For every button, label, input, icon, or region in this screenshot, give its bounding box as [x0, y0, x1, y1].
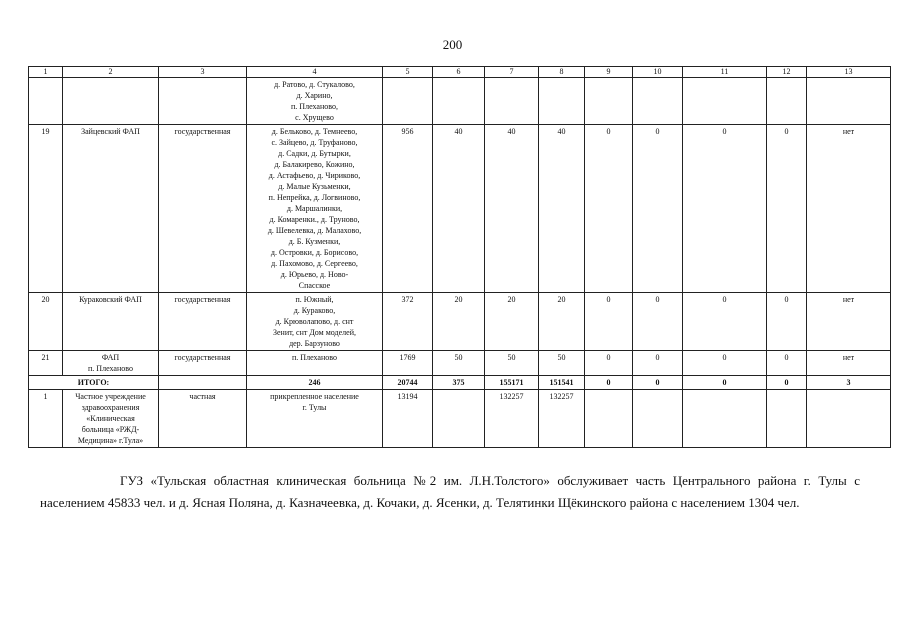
table-cell: 0 [767, 376, 807, 390]
table-cell: 40 [433, 125, 485, 293]
table-cell: 40 [485, 125, 539, 293]
table-cell: 50 [485, 351, 539, 376]
header-cell: 11 [683, 67, 767, 78]
header-cell: 4 [247, 67, 383, 78]
table-cell: 151541 [539, 376, 585, 390]
table-row [29, 293, 891, 351]
header-cell: 5 [383, 67, 433, 78]
header-cell: 2 [63, 67, 159, 78]
table-cell: 0 [585, 293, 633, 351]
header-cell: 10 [633, 67, 683, 78]
table-cell: ИТОГО: [29, 376, 159, 390]
header-cell: 8 [539, 67, 585, 78]
table-cell: 50 [539, 351, 585, 376]
table-cell: 50 [433, 351, 485, 376]
table-cell: д. Ратово, д. Стукалово, д. Харино, п. Плеханово, с. Хрущево [247, 78, 383, 125]
table-cell [633, 390, 683, 448]
table-row [29, 78, 891, 125]
table-cell [585, 78, 633, 125]
table-cell: Частное учреждение здравоохранения «Клиническая больница «РЖД- Медицина» г.Тула» [63, 390, 159, 448]
table-cell [683, 78, 767, 125]
table-cell: государственная [159, 351, 247, 376]
header-cell: 7 [485, 67, 539, 78]
table-cell: 13194 [383, 390, 433, 448]
table-cell: д. Бельково, д. Темнеево, с. Зайцево, д. Труфаново, д. Садки, д. Бутырки, д. Балакирево, Кожино, д. Астафьево, д. Чириково, д. Малые Кузьменки, п. Непрейка, д. Логвиново, д. Маршалинки, д. Комаренки., д. Труново, д. Шевелевка, д. Малахово, д. Б. Кузменки, д. Островки, д. Борисово, д. Пахомово, д. Сергеево, д. Юрьево, д. Ново- Спасское [247, 125, 383, 293]
table-cell: 0 [633, 125, 683, 293]
table-cell [539, 78, 585, 125]
header-cell: 12 [767, 67, 807, 78]
table-cell: 0 [633, 351, 683, 376]
table-cell: нет [807, 125, 891, 293]
table-cell: государственная [159, 125, 247, 293]
table-cell [807, 78, 891, 125]
table-cell: 956 [383, 125, 433, 293]
table-cell: 19 [29, 125, 63, 293]
table-cell: 1 [29, 390, 63, 448]
note-text: ГУЗ «Тульская областная клиническая больница №2 им. Л.Н.Толстого» обслуживает часть Центрального района г. Тулы с населением 45833 чел. и д. Ясная Поляна, д. Казначеевка, д. Кочаки, д. Ясенки, д. Телятинки Щёкинского района с населением 1304 чел. [40, 473, 860, 510]
table-cell [383, 78, 433, 125]
table-cell: 0 [633, 376, 683, 390]
table-cell: п. Южный, д. Кураково, д. Крюволапово, д. снт Зенит, снт Дом моделей, дер. Барзуново [247, 293, 383, 351]
table-cell: 0 [585, 376, 633, 390]
table-cell [683, 390, 767, 448]
table-cell: государственная [159, 293, 247, 351]
table-cell: частная [159, 390, 247, 448]
table-row [29, 351, 891, 376]
table-header-row [29, 67, 891, 78]
table-cell: 0 [683, 351, 767, 376]
table-cell: нет [807, 351, 891, 376]
table-cell: 21 [29, 351, 63, 376]
page-number: 200 [442, 37, 463, 52]
table-cell: 372 [383, 293, 433, 351]
table-cell: 0 [683, 125, 767, 293]
table-cell: 0 [767, 351, 807, 376]
table-cell: Зайцевский ФАП [63, 125, 159, 293]
table-cell [433, 78, 485, 125]
note-paragraph [40, 470, 860, 514]
table-body [29, 67, 891, 448]
total-row [29, 376, 891, 390]
table-cell: 155171 [485, 376, 539, 390]
table-cell: п. Плеханово [247, 351, 383, 376]
table-cell: Кураковский ФАП [63, 293, 159, 351]
table-cell [63, 78, 159, 125]
table-cell [633, 78, 683, 125]
table-cell: 20 [539, 293, 585, 351]
facilities-table [28, 66, 891, 448]
table-cell: 132257 [485, 390, 539, 448]
table-cell: 20 [485, 293, 539, 351]
table-cell [767, 78, 807, 125]
table-cell: 0 [633, 293, 683, 351]
table-cell: 132257 [539, 390, 585, 448]
table-cell: 0 [585, 125, 633, 293]
table-cell: ФАП п. Плеханово [63, 351, 159, 376]
header-cell: 6 [433, 67, 485, 78]
table-cell: 20 [433, 293, 485, 351]
table-cell: 1769 [383, 351, 433, 376]
table-cell: прикрепленное население г. Тулы [247, 390, 383, 448]
table-cell [767, 390, 807, 448]
header-cell: 1 [29, 67, 63, 78]
table-cell: 20 [29, 293, 63, 351]
table-cell: 0 [683, 293, 767, 351]
table-cell: 0 [767, 125, 807, 293]
table-row [29, 390, 891, 448]
table-cell [807, 390, 891, 448]
table-cell: 375 [433, 376, 485, 390]
table-cell [485, 78, 539, 125]
table-cell: 0 [585, 351, 633, 376]
table-cell [29, 78, 63, 125]
table-cell [159, 376, 247, 390]
header-cell: 9 [585, 67, 633, 78]
table-cell: 0 [767, 293, 807, 351]
header-cell: 13 [807, 67, 891, 78]
table-cell [585, 390, 633, 448]
table-cell: 246 [247, 376, 383, 390]
header-cell: 3 [159, 67, 247, 78]
table-row [29, 125, 891, 293]
table-cell [159, 78, 247, 125]
table-cell: 40 [539, 125, 585, 293]
table-cell: 20744 [383, 376, 433, 390]
table-cell: нет [807, 293, 891, 351]
table-cell: 3 [807, 376, 891, 390]
table-cell [433, 390, 485, 448]
table-cell: 0 [683, 376, 767, 390]
